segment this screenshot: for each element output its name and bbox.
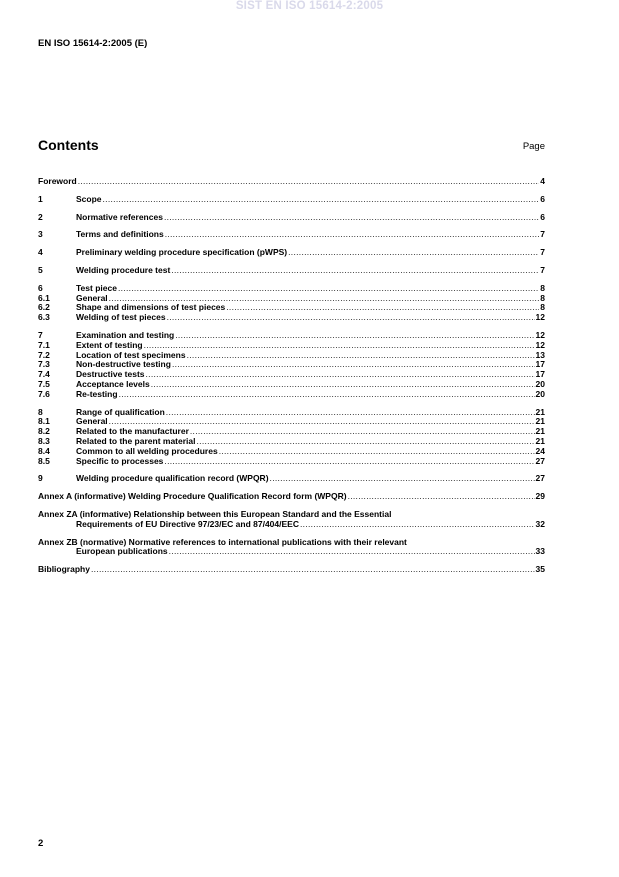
toc-entry-title: General: [76, 416, 108, 427]
toc-entry: [38, 565, 545, 575]
toc-entry-title: Re-testing: [76, 388, 118, 399]
toc-entry-page: 12: [535, 339, 545, 350]
contents-title: Contents: [38, 137, 99, 153]
toc-entry-title: Welding procedure test: [76, 264, 171, 275]
toc-entry: [38, 195, 545, 205]
toc-entry: [38, 474, 545, 484]
toc-entry-page: 17: [535, 369, 545, 380]
toc-entry: [38, 408, 545, 418]
toc-entry-number: 7.1: [38, 339, 50, 350]
toc-entry-title: Test piece: [76, 282, 117, 293]
toc-entry: [38, 213, 545, 223]
toc-entry-title: Terms and definitions: [76, 229, 164, 240]
toc-entry-number: 6.1: [38, 292, 50, 303]
dot-leader: [348, 492, 535, 502]
toc-entry-page: 21: [535, 426, 545, 437]
toc-entry-continuation-row: [38, 547, 545, 557]
toc-entry-number: 6.3: [38, 312, 50, 323]
toc-entry-number: 8.2: [38, 426, 50, 437]
toc-entry-number: 1: [38, 193, 43, 204]
toc-entry-page: 27: [535, 473, 545, 484]
page-column-label: Page: [522, 141, 545, 152]
toc-entry-title: Welding of test pieces: [76, 312, 166, 323]
toc-entry-title: Annex ZA (informative) Relationship between this European Standard and the Essential: [38, 508, 392, 519]
toc-entry-continuation-row: [38, 520, 545, 530]
toc-entry-page: 12: [535, 312, 545, 323]
toc-entry-title: Normative references: [76, 211, 163, 222]
toc-entry-number: 7.2: [38, 349, 50, 360]
toc-entry-page: 8: [540, 302, 545, 313]
toc-entry-title: Specific to processes: [76, 455, 164, 466]
dot-leader: [166, 408, 535, 418]
document-header: EN ISO 15614-2:2005 (E): [38, 38, 148, 49]
dot-leader: [165, 230, 540, 240]
toc-entry-page: 13: [535, 349, 545, 360]
toc-entry-title: Foreword: [38, 176, 77, 186]
dot-leader: [219, 447, 535, 457]
toc-entry-title: Acceptance levels: [76, 378, 150, 389]
dot-leader: [164, 213, 539, 223]
toc-entry-title: Annex A (informative) Welding Procedure Qualification Record form (WPQR): [38, 491, 347, 502]
toc-entry-page: 7: [540, 264, 545, 275]
toc-entry-title: Shape and dimensions of test pieces: [76, 302, 226, 313]
toc-entry-number: 5: [38, 264, 43, 275]
toc-entry-title: Related to the manufacturer: [76, 426, 189, 437]
toc-entry-page: 7: [540, 247, 545, 258]
toc-entry-number: 7.5: [38, 378, 50, 389]
toc-entry-page: 21: [535, 416, 545, 427]
toc-entry-page: 20: [535, 378, 545, 389]
watermark: SIST EN ISO 15614-2:2005: [235, 0, 384, 12]
toc-entry-number: 8: [38, 406, 43, 417]
toc-entry-title-continuation: European publications: [76, 546, 168, 557]
toc-entry-page: 33: [535, 546, 545, 557]
toc-entry-page: 4: [540, 176, 545, 186]
toc-entry-number: 6: [38, 282, 43, 293]
dot-leader: [226, 303, 539, 313]
dot-leader: [146, 370, 535, 380]
toc-entry-title-continuation: Requirements of EU Directive 97/23/EC and 87/404/EEC: [76, 518, 299, 529]
toc-entry: [38, 177, 545, 187]
toc-entry-page: 17: [535, 359, 545, 370]
dot-leader: [103, 195, 540, 205]
dot-leader: [167, 313, 535, 323]
toc-entry-page: 35: [535, 564, 545, 575]
toc-entry-number: 4: [38, 247, 43, 258]
dot-leader: [164, 457, 534, 467]
toc-entry: [38, 313, 545, 323]
toc-entry-title: Scope: [76, 193, 102, 204]
page-number: 2: [38, 838, 44, 849]
toc-entry-page: 7: [540, 229, 545, 240]
toc-entry-title: Bibliography: [38, 564, 90, 575]
dot-leader: [118, 284, 539, 294]
toc-entry-title: Range of qualification: [76, 406, 165, 417]
toc-entry-page: 21: [535, 406, 545, 417]
dot-leader: [144, 341, 535, 351]
toc-entry-page: 27: [535, 455, 545, 466]
toc-entry-page: 8: [540, 282, 545, 293]
toc-entry-number: 8.5: [38, 455, 50, 466]
toc-entry-number: 8.4: [38, 445, 50, 456]
toc-entry-page: 24: [535, 445, 545, 456]
dot-leader: [169, 547, 535, 557]
table-of-contents: [38, 177, 545, 575]
toc-entry-page: 6: [540, 193, 545, 204]
dot-leader: [151, 380, 535, 390]
toc-entry-number: 8.3: [38, 435, 50, 446]
toc-entry-number: 7: [38, 329, 43, 340]
toc-entry: [38, 248, 545, 258]
toc-entry: [38, 230, 545, 240]
toc-entry: [38, 284, 545, 294]
toc-entry-number: 7.6: [38, 388, 50, 399]
toc-entry: [38, 457, 545, 467]
dot-leader: [300, 520, 535, 530]
dot-leader: [187, 351, 535, 361]
dot-leader: [197, 437, 535, 447]
toc-entry-title: Preliminary welding procedure specification (pWPS): [76, 247, 288, 258]
dot-leader: [91, 565, 535, 575]
dot-leader: [175, 331, 534, 341]
toc-entry-page: 32: [535, 518, 545, 529]
toc-entry-page: 8: [540, 292, 545, 303]
toc-entry-title: Location of test specimens: [76, 349, 186, 360]
toc-entry-title: Examination and testing: [76, 329, 175, 340]
toc-entry-title: General: [76, 292, 108, 303]
toc-entry-title: Extent of testing: [76, 339, 143, 350]
toc-entry-title: Common to all welding procedures: [76, 445, 218, 456]
dot-leader: [190, 427, 535, 437]
dot-leader: [270, 474, 535, 484]
dot-leader: [119, 390, 535, 400]
toc-entry-number: 3: [38, 229, 43, 240]
toc-entry-number: 6.2: [38, 302, 50, 313]
dot-leader: [78, 177, 540, 187]
toc-entry-title: Non-destructive testing: [76, 359, 171, 370]
dot-leader: [171, 266, 539, 276]
toc-entry-page: 12: [535, 329, 545, 340]
dot-leader: [172, 360, 535, 370]
toc-entry-number: 7.4: [38, 369, 50, 380]
toc-entry-title: Welding procedure qualification record (WPQR): [76, 473, 269, 484]
dot-leader: [288, 248, 539, 258]
toc-entry-page: 6: [540, 211, 545, 222]
toc-entry-number: 8.1: [38, 416, 50, 427]
toc-entry-number: 9: [38, 473, 43, 484]
toc-entry-number: 7.3: [38, 359, 50, 370]
toc-entry-title: Annex ZB (normative) Normative references to international publications with their relevant: [38, 536, 407, 547]
toc-entry-page: 20: [535, 388, 545, 399]
toc-entry: [38, 266, 545, 276]
toc-entry-number: 2: [38, 211, 43, 222]
toc-entry: [38, 492, 545, 502]
toc-entry-page: 29: [535, 491, 545, 502]
toc-entry-page: 21: [535, 435, 545, 446]
toc-entry: [38, 390, 545, 400]
toc-entry-title: Destructive tests: [76, 369, 145, 380]
toc-entry-title: Related to the parent material: [76, 435, 196, 446]
